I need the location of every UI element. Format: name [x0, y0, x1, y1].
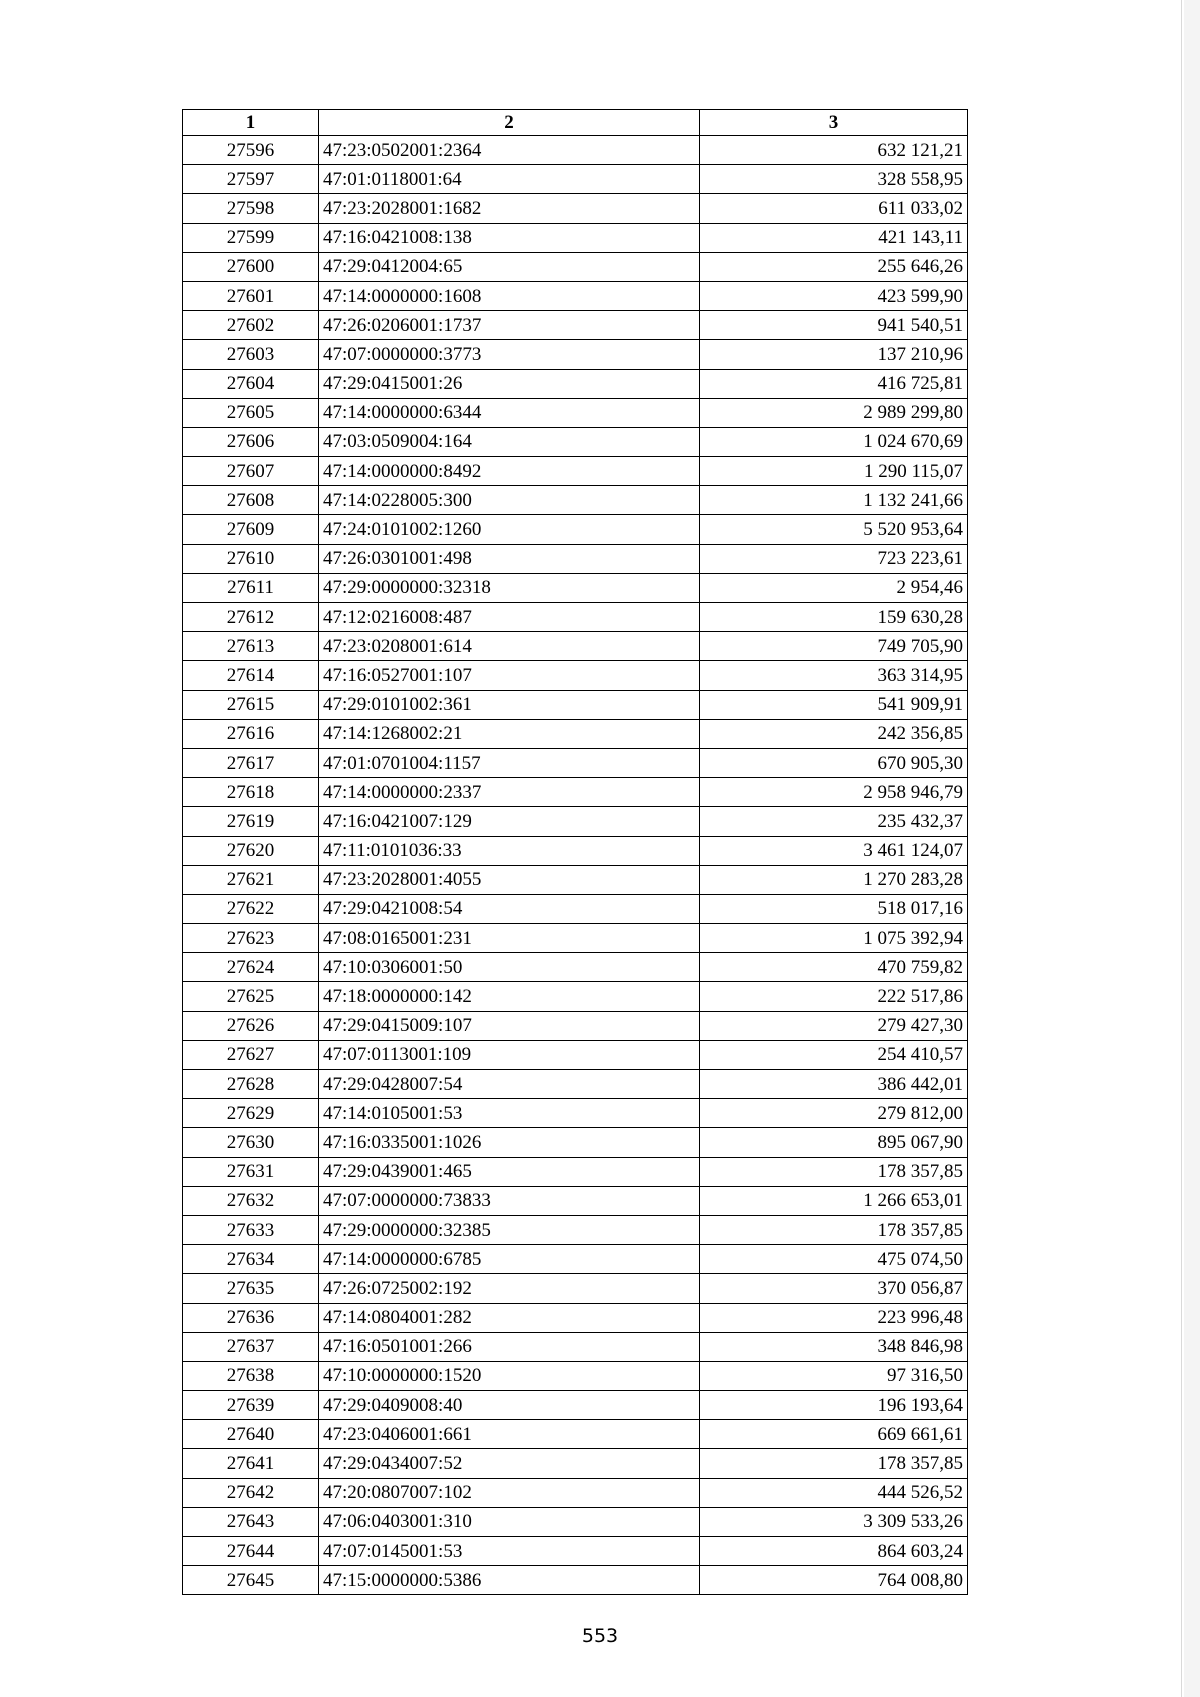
- row-number-cell: 27618: [183, 778, 319, 807]
- cadastral-number-cell: 47:29:0412004:65: [319, 252, 700, 281]
- row-number-cell: 27602: [183, 311, 319, 340]
- table-row: [183, 690, 968, 719]
- table-row: [183, 1537, 968, 1566]
- row-number-cell: 27609: [183, 515, 319, 544]
- value-cell: 159 630,28: [700, 603, 968, 632]
- table-row: [183, 369, 968, 398]
- value-cell: 348 846,98: [700, 1332, 968, 1361]
- value-cell: 242 356,85: [700, 719, 968, 748]
- cadastral-number-cell: 47:23:0406001:661: [319, 1420, 700, 1449]
- table-row: [183, 719, 968, 748]
- value-cell: 370 056,87: [700, 1274, 968, 1303]
- value-cell: 423 599,90: [700, 281, 968, 310]
- value-cell: 137 210,96: [700, 340, 968, 369]
- cadastral-number-cell: 47:03:0509004:164: [319, 427, 700, 456]
- row-number-cell: 27619: [183, 807, 319, 836]
- cadastral-number-cell: 47:29:0409008:40: [319, 1391, 700, 1420]
- cadastral-number-cell: 47:23:2028001:4055: [319, 865, 700, 894]
- value-cell: 5 520 953,64: [700, 515, 968, 544]
- value-cell: 1 290 115,07: [700, 457, 968, 486]
- table-row: [183, 1449, 968, 1478]
- cadastral-number-cell: 47:14:0105001:53: [319, 1099, 700, 1128]
- value-cell: 178 357,85: [700, 1449, 968, 1478]
- value-cell: 178 357,85: [700, 1157, 968, 1186]
- table-row: [183, 486, 968, 515]
- row-number-cell: 27617: [183, 748, 319, 777]
- value-cell: 864 603,24: [700, 1537, 968, 1566]
- cadastral-number-cell: 47:24:0101002:1260: [319, 515, 700, 544]
- table-row: [183, 1245, 968, 1274]
- row-number-cell: 27622: [183, 894, 319, 923]
- cadastral-number-cell: 47:23:0502001:2364: [319, 136, 700, 165]
- table-row: [183, 1040, 968, 1069]
- row-number-cell: 27637: [183, 1332, 319, 1361]
- table-row: [183, 924, 968, 953]
- cadastral-number-cell: 47:29:0415009:107: [319, 1011, 700, 1040]
- table-header-row: [183, 110, 968, 136]
- cadastral-number-cell: 47:29:0434007:52: [319, 1449, 700, 1478]
- cadastral-number-cell: 47:16:0421007:129: [319, 807, 700, 836]
- cadastral-number-cell: 47:16:0501001:266: [319, 1332, 700, 1361]
- row-number-cell: 27598: [183, 194, 319, 223]
- cadastral-number-cell: 47:29:0421008:54: [319, 894, 700, 923]
- row-number-cell: 27601: [183, 281, 319, 310]
- table-row: [183, 1215, 968, 1244]
- row-number-cell: 27635: [183, 1274, 319, 1303]
- table-row: [183, 865, 968, 894]
- cadastral-number-cell: 47:01:0701004:1157: [319, 748, 700, 777]
- table-row: [183, 1011, 968, 1040]
- value-cell: 764 008,80: [700, 1566, 968, 1595]
- row-number-cell: 27638: [183, 1361, 319, 1390]
- table-row: [183, 1566, 968, 1595]
- cadastral-number-cell: 47:06:0403001:310: [319, 1507, 700, 1536]
- row-number-cell: 27643: [183, 1507, 319, 1536]
- cadastral-number-cell: 47:16:0421008:138: [319, 223, 700, 252]
- row-number-cell: 27627: [183, 1040, 319, 1069]
- table-row: [183, 544, 968, 573]
- column-header-2: 2: [319, 110, 700, 136]
- row-number-cell: 27633: [183, 1215, 319, 1244]
- table-row: [183, 1274, 968, 1303]
- row-number-cell: 27612: [183, 603, 319, 632]
- table-row: [183, 281, 968, 310]
- table-row: [183, 1128, 968, 1157]
- cadastral-number-cell: 47:29:0000000:32385: [319, 1215, 700, 1244]
- cadastral-number-cell: 47:07:0000000:3773: [319, 340, 700, 369]
- table-row: [183, 1507, 968, 1536]
- row-number-cell: 27596: [183, 136, 319, 165]
- row-number-cell: 27597: [183, 165, 319, 194]
- value-cell: 279 812,00: [700, 1099, 968, 1128]
- value-cell: 386 442,01: [700, 1070, 968, 1099]
- value-cell: 541 909,91: [700, 690, 968, 719]
- value-cell: 223 996,48: [700, 1303, 968, 1332]
- value-cell: 178 357,85: [700, 1215, 968, 1244]
- row-number-cell: 27608: [183, 486, 319, 515]
- row-number-cell: 27615: [183, 690, 319, 719]
- row-number-cell: 27639: [183, 1391, 319, 1420]
- cadastral-number-cell: 47:23:2028001:1682: [319, 194, 700, 223]
- cadastral-number-cell: 47:08:0165001:231: [319, 924, 700, 953]
- table-row: [183, 573, 968, 602]
- cadastral-number-cell: 47:11:0101036:33: [319, 836, 700, 865]
- table-row: [183, 223, 968, 252]
- cadastral-number-cell: 47:26:0725002:192: [319, 1274, 700, 1303]
- cadastral-number-cell: 47:14:0000000:6785: [319, 1245, 700, 1274]
- row-number-cell: 27620: [183, 836, 319, 865]
- cadastral-number-cell: 47:14:1268002:21: [319, 719, 700, 748]
- table-row: [183, 1420, 968, 1449]
- viewer-edge: [1184, 0, 1200, 1697]
- cadastral-number-cell: 47:14:0228005:300: [319, 486, 700, 515]
- cadastral-number-cell: 47:29:0439001:465: [319, 1157, 700, 1186]
- row-number-cell: 27600: [183, 252, 319, 281]
- cadastral-number-cell: 47:29:0101002:361: [319, 690, 700, 719]
- value-cell: 97 316,50: [700, 1361, 968, 1390]
- table-row: [183, 953, 968, 982]
- table-row: [183, 836, 968, 865]
- row-number-cell: 27621: [183, 865, 319, 894]
- value-cell: 723 223,61: [700, 544, 968, 573]
- table-row: [183, 1361, 968, 1390]
- table-row: [183, 1332, 968, 1361]
- value-cell: 475 074,50: [700, 1245, 968, 1274]
- cadastral-number-cell: 47:14:0000000:1608: [319, 281, 700, 310]
- row-number-cell: 27613: [183, 632, 319, 661]
- cadastral-value-table: [182, 109, 968, 1595]
- cadastral-number-cell: 47:26:0301001:498: [319, 544, 700, 573]
- cadastral-number-cell: 47:20:0807007:102: [319, 1478, 700, 1507]
- table-row: [183, 1478, 968, 1507]
- value-cell: 1 075 392,94: [700, 924, 968, 953]
- row-number-cell: 27642: [183, 1478, 319, 1507]
- table-body: [183, 136, 968, 1595]
- page-number: 553: [581, 1625, 619, 1647]
- cadastral-number-cell: 47:16:0527001:107: [319, 661, 700, 690]
- cadastral-number-cell: 47:18:0000000:142: [319, 982, 700, 1011]
- table-row: [183, 982, 968, 1011]
- table-row: [183, 311, 968, 340]
- row-number-cell: 27606: [183, 427, 319, 456]
- value-cell: 2 958 946,79: [700, 778, 968, 807]
- table-row: [183, 340, 968, 369]
- value-cell: 895 067,90: [700, 1128, 968, 1157]
- row-number-cell: 27644: [183, 1537, 319, 1566]
- value-cell: 670 905,30: [700, 748, 968, 777]
- table-row: [183, 515, 968, 544]
- value-cell: 611 033,02: [700, 194, 968, 223]
- cadastral-number-cell: 47:10:0306001:50: [319, 953, 700, 982]
- row-number-cell: 27631: [183, 1157, 319, 1186]
- table-row: [183, 165, 968, 194]
- page-edge-line: [1181, 0, 1182, 1697]
- value-cell: 255 646,26: [700, 252, 968, 281]
- row-number-cell: 27611: [183, 573, 319, 602]
- value-cell: 3 309 533,26: [700, 1507, 968, 1536]
- row-number-cell: 27626: [183, 1011, 319, 1040]
- row-number-cell: 27641: [183, 1449, 319, 1478]
- value-cell: 328 558,95: [700, 165, 968, 194]
- cadastral-number-cell: 47:29:0415001:26: [319, 369, 700, 398]
- table-row: [183, 894, 968, 923]
- cadastral-number-cell: 47:14:0000000:8492: [319, 457, 700, 486]
- row-number-cell: 27636: [183, 1303, 319, 1332]
- cadastral-number-cell: 47:14:0000000:6344: [319, 398, 700, 427]
- value-cell: 416 725,81: [700, 369, 968, 398]
- value-cell: 254 410,57: [700, 1040, 968, 1069]
- table-row: [183, 1070, 968, 1099]
- table-row: [183, 398, 968, 427]
- table-row: [183, 748, 968, 777]
- table-row: [183, 194, 968, 223]
- cadastral-number-cell: 47:15:0000000:5386: [319, 1566, 700, 1595]
- value-cell: 1 024 670,69: [700, 427, 968, 456]
- cadastral-number-cell: 47:29:0428007:54: [319, 1070, 700, 1099]
- cadastral-number-cell: 47:07:0145001:53: [319, 1537, 700, 1566]
- row-number-cell: 27645: [183, 1566, 319, 1595]
- table-row: [183, 1099, 968, 1128]
- table-row: [183, 807, 968, 836]
- value-cell: 632 121,21: [700, 136, 968, 165]
- row-number-cell: 27640: [183, 1420, 319, 1449]
- row-number-cell: 27625: [183, 982, 319, 1011]
- cadastral-number-cell: 47:26:0206001:1737: [319, 311, 700, 340]
- cadastral-number-cell: 47:23:0208001:614: [319, 632, 700, 661]
- row-number-cell: 27624: [183, 953, 319, 982]
- row-number-cell: 27623: [183, 924, 319, 953]
- cadastral-number-cell: 47:10:0000000:1520: [319, 1361, 700, 1390]
- cadastral-number-cell: 47:16:0335001:1026: [319, 1128, 700, 1157]
- value-cell: 2 954,46: [700, 573, 968, 602]
- row-number-cell: 27634: [183, 1245, 319, 1274]
- value-cell: 421 143,11: [700, 223, 968, 252]
- row-number-cell: 27614: [183, 661, 319, 690]
- row-number-cell: 27605: [183, 398, 319, 427]
- value-cell: 235 432,37: [700, 807, 968, 836]
- table-row: [183, 427, 968, 456]
- row-number-cell: 27628: [183, 1070, 319, 1099]
- row-number-cell: 27630: [183, 1128, 319, 1157]
- row-number-cell: 27607: [183, 457, 319, 486]
- cadastral-number-cell: 47:07:0113001:109: [319, 1040, 700, 1069]
- table-row: [183, 603, 968, 632]
- table-row: [183, 632, 968, 661]
- value-cell: 749 705,90: [700, 632, 968, 661]
- column-header-1: 1: [183, 110, 319, 136]
- value-cell: 941 540,51: [700, 311, 968, 340]
- value-cell: 222 517,86: [700, 982, 968, 1011]
- value-cell: 444 526,52: [700, 1478, 968, 1507]
- cadastral-number-cell: 47:12:0216008:487: [319, 603, 700, 632]
- row-number-cell: 27610: [183, 544, 319, 573]
- table-row: [183, 1303, 968, 1332]
- table-row: [183, 252, 968, 281]
- row-number-cell: 27616: [183, 719, 319, 748]
- table-row: [183, 136, 968, 165]
- value-cell: 2 989 299,80: [700, 398, 968, 427]
- value-cell: 3 461 124,07: [700, 836, 968, 865]
- value-cell: 363 314,95: [700, 661, 968, 690]
- value-cell: 1 266 653,01: [700, 1186, 968, 1215]
- value-cell: 1 270 283,28: [700, 865, 968, 894]
- table-row: [183, 1186, 968, 1215]
- row-number-cell: 27604: [183, 369, 319, 398]
- value-cell: 518 017,16: [700, 894, 968, 923]
- table-row: [183, 457, 968, 486]
- cadastral-number-cell: 47:01:0118001:64: [319, 165, 700, 194]
- row-number-cell: 27629: [183, 1099, 319, 1128]
- row-number-cell: 27603: [183, 340, 319, 369]
- cadastral-number-cell: 47:14:0000000:2337: [319, 778, 700, 807]
- table-row: [183, 1391, 968, 1420]
- row-number-cell: 27599: [183, 223, 319, 252]
- cadastral-number-cell: 47:14:0804001:282: [319, 1303, 700, 1332]
- value-cell: 470 759,82: [700, 953, 968, 982]
- value-cell: 196 193,64: [700, 1391, 968, 1420]
- row-number-cell: 27632: [183, 1186, 319, 1215]
- cadastral-number-cell: 47:07:0000000:73833: [319, 1186, 700, 1215]
- table-row: [183, 661, 968, 690]
- table-row: [183, 1157, 968, 1186]
- table-row: [183, 778, 968, 807]
- cadastral-number-cell: 47:29:0000000:32318: [319, 573, 700, 602]
- value-cell: 279 427,30: [700, 1011, 968, 1040]
- value-cell: 669 661,61: [700, 1420, 968, 1449]
- value-cell: 1 132 241,66: [700, 486, 968, 515]
- column-header-3: 3: [700, 110, 968, 136]
